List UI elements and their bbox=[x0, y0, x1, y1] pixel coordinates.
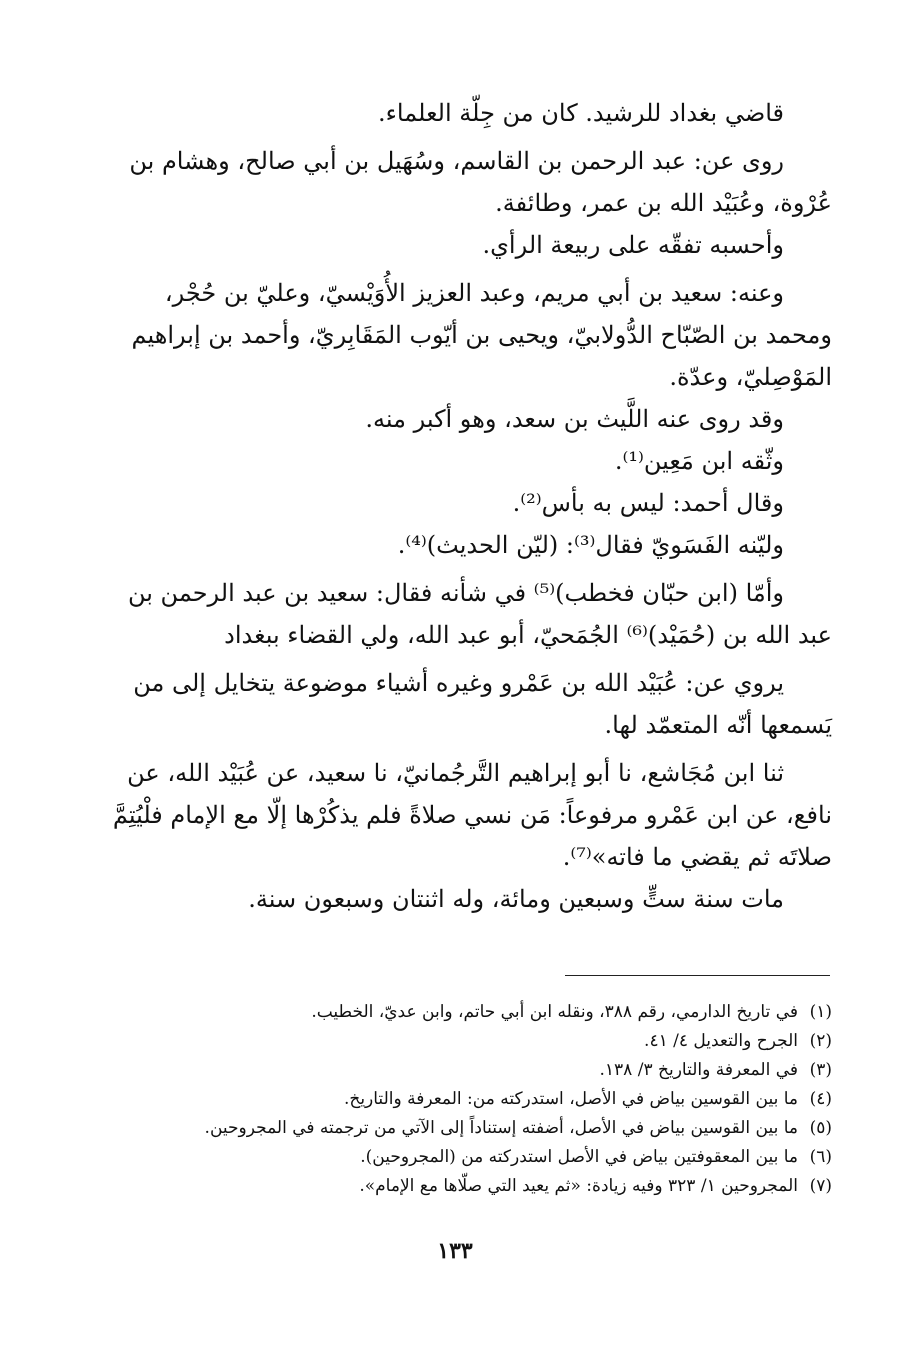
text-line: قاضي بغداد للرشيد. كان من جِلّة العلماء. bbox=[378, 99, 784, 127]
text-line: روى عن: عبد الرحمن بن القاسم، وسُهَيل بن أبي صالح، وهشام بن bbox=[129, 147, 784, 175]
footnote-text: ما بين القوسين بياض في الأصل، استدركته من: المعرفة والتاريخ. bbox=[343, 1089, 798, 1109]
paragraph-8 bbox=[112, 878, 832, 920]
footnote-number: (٥) bbox=[809, 1118, 832, 1138]
text-line: وقال أحمد: ليس به بأس⁽²⁾. bbox=[512, 489, 784, 517]
text-line: وأمّا (ابن حبّان فخطب)⁽⁵⁾ في شأنه فقال: سعيد بن عبد الرحمن بن bbox=[127, 579, 784, 607]
footnote-number: (٣) bbox=[809, 1060, 832, 1080]
footnote-text: في المعرفة والتاريخ ٣/ ١٣٨. bbox=[599, 1060, 798, 1080]
footnote-4 bbox=[112, 1085, 832, 1114]
footnote-1 bbox=[112, 998, 832, 1027]
footnote-7 bbox=[112, 1172, 832, 1201]
footnote-2 bbox=[112, 1027, 832, 1056]
paragraph-4 bbox=[112, 398, 832, 566]
footnote-number: (٦) bbox=[809, 1147, 832, 1167]
footnote-6 bbox=[112, 1143, 832, 1172]
text-line: نافع، عن ابن عَمْرو مرفوعاً: مَن نسي صلاةً فلم يذكُرْها إلّا مع الإمام فلْيُتِمَّ bbox=[112, 801, 832, 829]
text-line: وليّنه الفَسَويّ فقال⁽³⁾: (ليّن الحديث)⁽⁴⁾. bbox=[397, 531, 784, 559]
text-line: وأحسبه تفقّه على ربيعة الرأي. bbox=[482, 231, 784, 259]
footnotes bbox=[112, 998, 832, 1201]
footnote-divider bbox=[565, 975, 830, 976]
footnote-text: المجروحين ١/ ٣٢٣ وفيه زيادة: «ثم يعيد التي صلّاها مع الإمام». bbox=[359, 1176, 798, 1196]
footnote-text: الجرح والتعديل ٤/ ٤١. bbox=[644, 1031, 798, 1051]
text-line: ثنا ابن مُجَاشع، نا أبو إبراهيم التَّرجُمانيّ، نا سعيد، عن عُبَيْد الله، عن bbox=[127, 759, 784, 787]
text-line: عُرْوة، وعُبَيْد الله بن عمر، وطائفة. bbox=[495, 189, 832, 217]
text-line: وقد روى عنه اللَّيث بن سعد، وهو أكبر منه. bbox=[365, 405, 784, 433]
text-line: وثّقه ابن مَعِين⁽¹⁾. bbox=[614, 447, 784, 475]
text-line: صلاتَه ثم يقضي ما فاته»⁽⁷⁾. bbox=[562, 843, 832, 871]
footnote-text: ما بين القوسين بياض في الأصل، أضفته إستناداً إلى الآتي من ترجمته في المجروحين. bbox=[204, 1118, 798, 1138]
paragraph-3 bbox=[112, 272, 832, 398]
page-number: ١٣٣ bbox=[437, 1238, 473, 1264]
footnote-number: (١) bbox=[809, 1002, 832, 1022]
paragraph-5 bbox=[112, 572, 832, 656]
text-line: ومحمد بن الصّبّاح الدُّولابيّ، ويحيى بن أيّوب المَقَابِريّ، وأحمد بن إبراهيم bbox=[131, 321, 832, 349]
footnote-text: ما بين المعقوفتين بياض في الأصل استدركته من (المجروحين). bbox=[360, 1147, 798, 1167]
text-line: وعنه: سعيد بن أبي مريم، وعبد العزيز الأُوَيْسيّ، وعليّ بن حُجْر، bbox=[164, 279, 784, 307]
text-line: مات سنة ستٍّ وسبعين ومائة، وله اثنتان وسبعون سنة. bbox=[248, 885, 784, 913]
text-line: يروي عن: عُبَيْد الله بن عَمْرو وغيره أشياء موضوعة يتخايل إلى من bbox=[133, 669, 784, 697]
paragraph-2 bbox=[112, 140, 832, 266]
text-line: يَسمعها أنّه المتعمّد لها. bbox=[604, 711, 832, 739]
paragraph-1 bbox=[112, 92, 832, 134]
paragraph-6 bbox=[112, 662, 832, 746]
main-text bbox=[112, 92, 832, 920]
footnote-number: (٢) bbox=[809, 1031, 832, 1051]
footnote-3 bbox=[112, 1056, 832, 1085]
text-line: عبد الله بن (حُمَيْد)⁽⁶⁾ الجُمَحيّ، أبو عبد الله، ولي القضاء ببغداد bbox=[224, 621, 832, 649]
text-line: المَوْصِليّ، وعدّة. bbox=[669, 363, 832, 391]
footnote-number: (٤) bbox=[809, 1089, 832, 1109]
footnote-number: (٧) bbox=[809, 1176, 832, 1196]
paragraph-7 bbox=[112, 752, 832, 878]
footnote-5 bbox=[112, 1114, 832, 1143]
footnote-text: في تاريخ الدارمي، رقم ٣٨٨، ونقله ابن أبي حاتم، وابن عديّ، الخطيب. bbox=[311, 1002, 798, 1022]
